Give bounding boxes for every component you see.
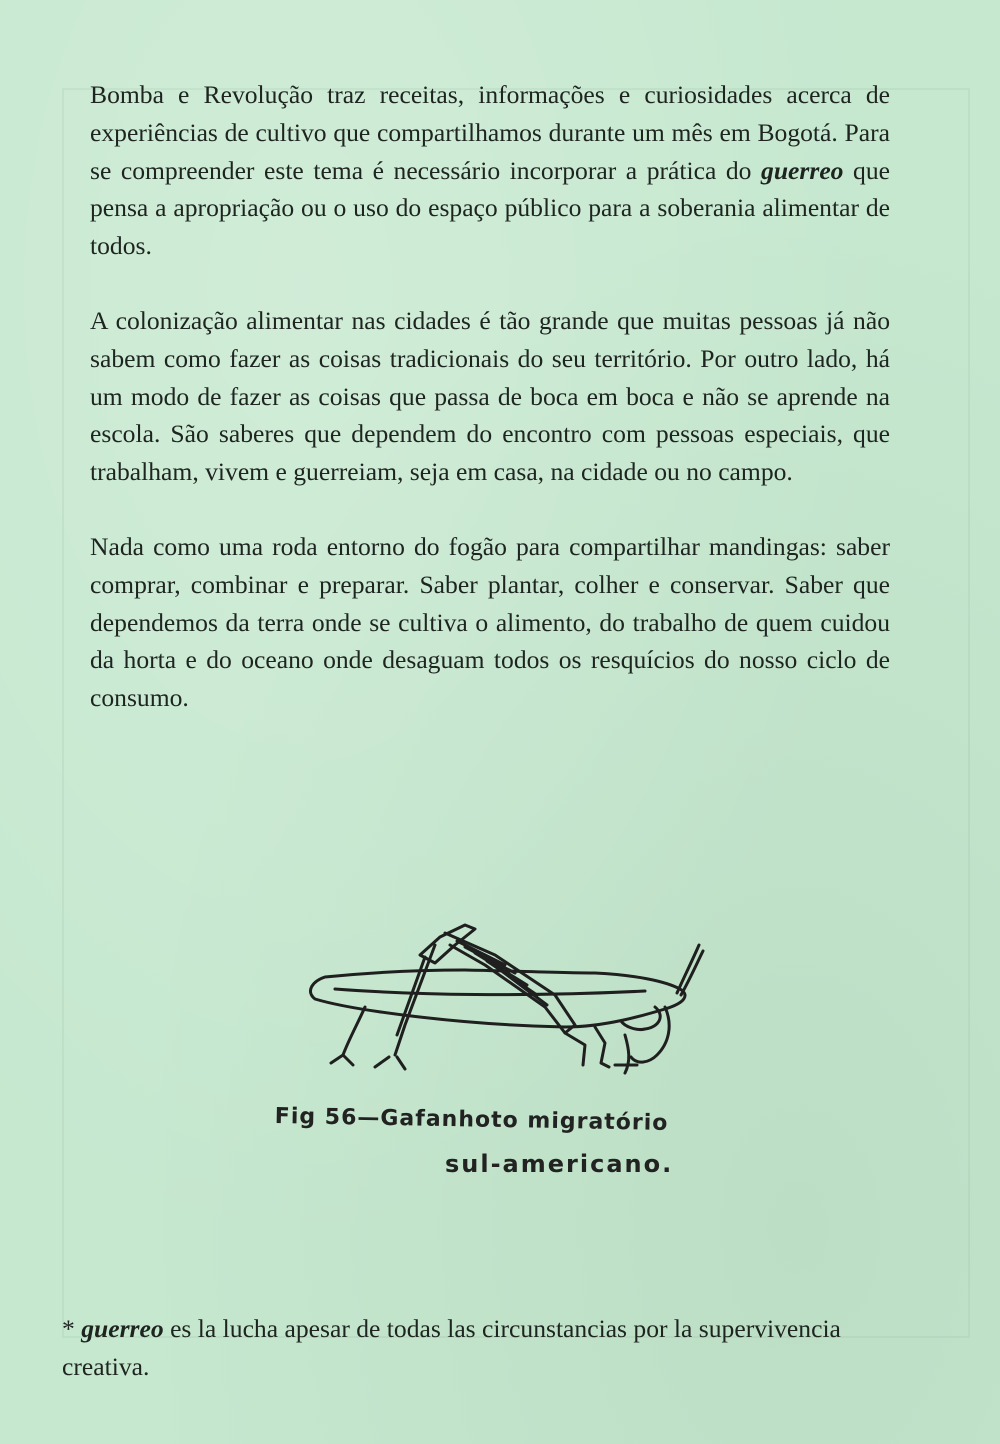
paragraph-3: Nada como uma roda entorno do fogão para compartilhar mandingas: saber comprar, combinar e preparar. Saber plantar, colher e conservar. Saber que dependemos da terra onde se cultiva o alimento, do trabalho de quem cuidou da horta e do oceano onde desaguam todos os resquícios do nosso ciclo de consumo. [90,531,890,713]
footnote-text: es la lucha apesar de todas las circunstancias por la supervivencia creativa. [62,1314,841,1381]
figure-caption-line-2: sul-americano. [445,1150,674,1178]
paragraph-1-start: Bomba e Revolução traz receitas, informações e curiosidades acerca de experiências de cultivo que compartilhamos durante um mês em Bogotá. Para se compreender este tema é necessário incorporar a prática do [90,80,890,185]
footnote-marker: * [62,1314,82,1343]
guerreo-term: guerreo [761,155,844,185]
paragraph-2: A colonização alimentar nas cidades é tão grande que muitas pessoas já não sabem como fazer as coisas tradicionais do seu território. Por outro lado, há um modo de fazer as coisas que passa de boca em boca e não se aprende na escola. São saberes que dependem do encontro com pessoas especiais, que trabalham, vivem e guerreiam, seja em casa, na cidade ou no campo. [90,305,890,487]
paragraph-1 [90,76,890,265]
footnote-term: guerreo [81,1314,164,1343]
main-text [90,76,890,717]
footnote [62,1310,892,1386]
paragraph-1-end: que pensa a apropriação ou o uso do espaço público para a soberania alimentar de todos. [90,155,890,261]
figure-caption-line-1: Fig 56—Gafanhoto migratório [274,1104,669,1136]
